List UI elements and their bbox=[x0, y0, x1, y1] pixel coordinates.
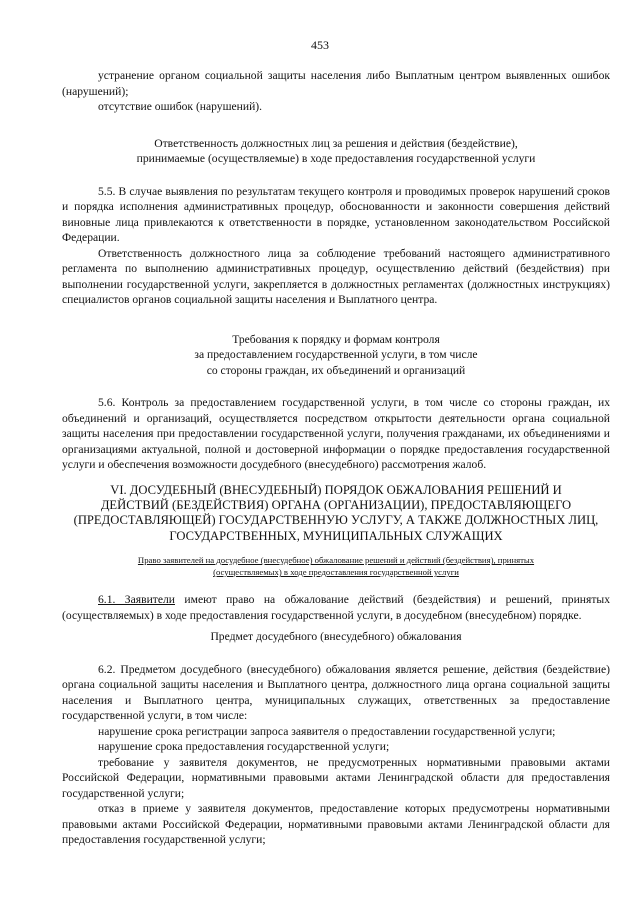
paragraph-responsibility: Ответственность должностного лица за соблюдение требований настоящего административного регламента по выполнению административных процедур, осуществлению действий (бездействия) при выполнении государственной услуги, закрепляется в должностных регламентах (должностных инструкциях) специалистов органов социальной защиты населения и Выплатного центра. bbox=[62, 246, 610, 306]
list-item: нарушение срока предоставления государственной услуги; bbox=[98, 740, 390, 754]
section-6-heading-line: ГОСУДАРСТВЕННЫХ, МУНИЦИПАЛЬНЫХ СЛУЖАЩИХ bbox=[169, 528, 503, 543]
paragraph-6-1-lead: 6.1. Заявители bbox=[98, 593, 175, 607]
subheading-line: Право заявителей на досудебное (внесудебное) обжалование решений и действий (бездействия), принятых bbox=[137, 555, 535, 566]
page-number: 453 bbox=[311, 38, 329, 52]
paragraph-6-1 bbox=[62, 592, 610, 623]
list-item: отказ в приеме у заявителя документов, предоставление которых предусмотрены нормативными правовыми актами Российской Федерации, нормативными правовыми актами Ленинградской области для предоставления государственной услуги; bbox=[62, 802, 610, 847]
heading-control-line: со стороны граждан, их объединений и организаций bbox=[206, 363, 466, 377]
subheading-line: (осуществляемых) в ходе предоставления государственной услуги bbox=[213, 567, 459, 578]
paragraph-6-2: 6.2. Предметом досудебного (внесудебного) обжалования является решение, действия (бездействие) органа социальной защиты населения и Выплатного центра, должностного лица органа социальной защиты населения и Выплатного центра, муниципальных служащих, ответственных за предоставление государственной услуги, в том числе: bbox=[62, 662, 610, 723]
heading-control-line: Требования к порядку и формам контроля bbox=[232, 332, 440, 346]
document-body bbox=[62, 68, 610, 848]
section-6-heading-line: ДЕЙСТВИЙ (БЕЗДЕЙСТВИЯ) ОРГАНА (ОРГАНИЗАЦИИ), ПРЕДОСТАВЛЯЮЩЕГО bbox=[100, 497, 572, 512]
heading-responsibility-line: Ответственность должностных лиц за решения и действия (бездействие), bbox=[154, 136, 518, 150]
paragraph-5-6: 5.6. Контроль за предоставлением государственной услуги, в том числе со стороны граждан, их объединений и организаций, осуществляется посредством открытости деятельности органа социальной защиты населения при предоставлении государственной услуги, получения гражданами, их объединениями и организациями актуальной, полной и достоверной информации о порядке предоставления государственной услуги и обеспечения возможности досудебного (внесудебного) рассмотрения жалоб. bbox=[62, 396, 610, 471]
section-6-heading-line: (ПРЕДОСТАВЛЯЮЩЕЙ) ГОСУДАРСТВЕННУЮ УСЛУГУ, А ТАКЖЕ ДОЛЖНОСТНЫХ ЛИЦ, bbox=[73, 513, 599, 528]
heading-appeal-subject: Предмет досудебного (внесудебного) обжалования bbox=[210, 630, 462, 644]
heading-control-line: за предоставлением государственной услуги, в том числе bbox=[194, 348, 478, 361]
heading-responsibility-line: принимаемые (осуществляемые) в ходе предоставления государственной услуги bbox=[136, 152, 536, 165]
list-item: нарушение срока регистрации запроса заявителя о предоставлении государственной услуги; bbox=[98, 724, 556, 738]
list-item: отсутствие ошибок (нарушений). bbox=[98, 100, 263, 113]
section-6-heading-line: VI. ДОСУДЕБНЫЙ (ВНЕСУДЕБНЫЙ) ПОРЯДОК ОБЖАЛОВАНИЯ РЕШЕНИЙ И bbox=[110, 482, 562, 497]
list-item: требование у заявителя документов, не предусмотренных нормативными правовыми актами Российской Федерации, нормативными правовыми актами Ленинградской области для предоставления государственной услуги; bbox=[62, 755, 610, 800]
paragraph-6-1-text: имеют право на обжалование действий (бездействия) и решений, принятых (осуществляемых) в ходе предоставления государственной услуги, в досудебном (внесудебном) порядке. bbox=[62, 593, 610, 622]
list-item: устранение органом социальной защиты населения либо Выплатным центром выявленных ошибок (нарушений); bbox=[62, 69, 610, 98]
paragraph-5-5: 5.5. В случае выявления по результатам текущего контроля и проводимых проверок нарушений сроков и порядка исполнения административных процедур, обоснованности и законности совершения действий виновные лица привлекаются к ответственности в порядке, установленном законодательством Российской Федерации. bbox=[62, 184, 610, 244]
